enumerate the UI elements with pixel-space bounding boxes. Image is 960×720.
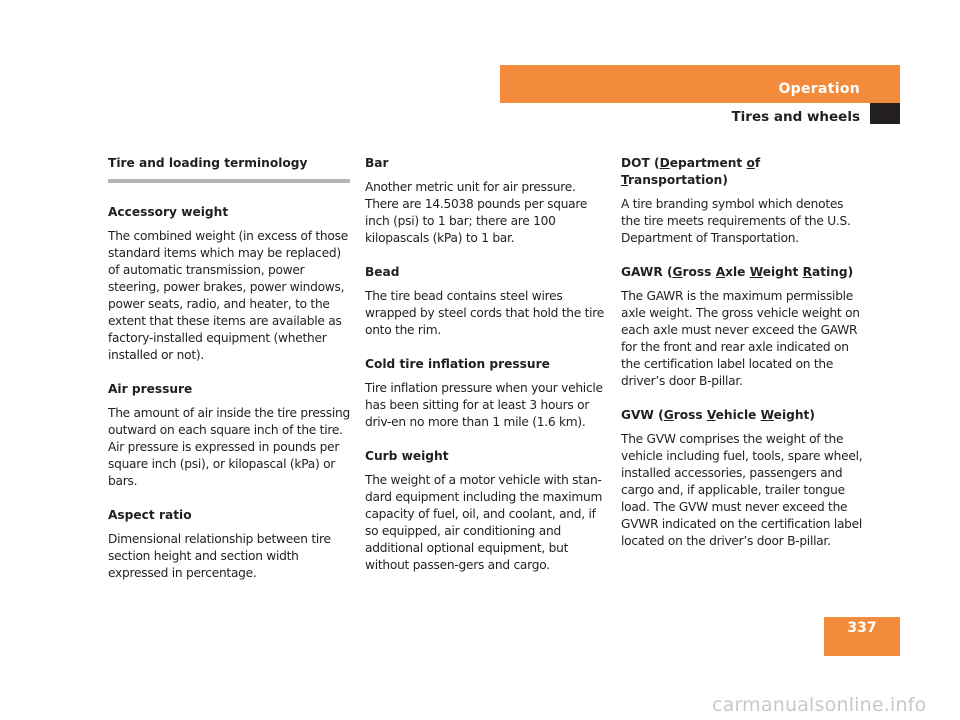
page-number: 337: [847, 620, 877, 636]
definition-gvw: The GVW comprises the weight of the vehicle including fuel, tools, spare wheel, installed accessories, passengers and cargo and, if applicable, trailer tongue load. The GVW must never exceed the GVWR indicated on the certification label located on the driver’s door B-pillar.: [621, 432, 863, 548]
definition-dot: A tire branding symbol which denotes the tire meets requirements of the U.S. Department of Transportation.: [621, 197, 851, 245]
term-bead: Bead: [365, 265, 400, 279]
definition-air-pressure: The amount of air inside the tire pressing outward on each square inch of the tire. Air pressure is expressed in pounds per square inch (psi), or kilopascal (kPa) or bars.: [108, 406, 350, 488]
term-aspect-ratio: Aspect ratio: [108, 508, 192, 522]
section-title: Tire and loading terminology: [108, 155, 350, 183]
term-bar: Bar: [365, 156, 389, 170]
definition-cold-tire-inflation-pressure: Tire inflation pressure when your vehicle has been sitting for at least 3 hours or driv-en no more than 1 mile (1.6 km).: [365, 381, 603, 429]
definition-curb-weight: The weight of a motor vehicle with stan-dard equipment including the maximum capacity of fuel, oil, and coolant, and, if so equipped, air conditioning and additional optional equipment, but without passen-gers and cargo.: [365, 473, 603, 572]
term-accessory-weight: Accessory weight: [108, 205, 229, 219]
column-2: [365, 155, 610, 591]
watermark: carmanualsonline.info: [712, 694, 927, 716]
definition-bead: The tire bead contains steel wires wrapped by steel cords that hold the tire onto the rim.: [365, 289, 604, 337]
definition-gawr: The GAWR is the maximum permissible axle weight. The gross vehicle weight on each axle must never exceed the GAWR for the front and rear axle indicated on the certification label located on the driver’s door B-pillar.: [621, 289, 860, 388]
term-air-pressure: Air pressure: [108, 382, 193, 396]
header-bar: [500, 65, 900, 103]
page-number-box: [824, 617, 900, 656]
term-curb-weight: Curb weight: [365, 449, 449, 463]
term-gawr: GAWR (Gross Axle Weight Rating): [621, 265, 854, 279]
header-marker: [870, 103, 900, 124]
header-section-title: Operation: [778, 81, 860, 97]
column-1: [108, 155, 350, 599]
definition-aspect-ratio: Dimensional relationship between tire section height and section width expressed in percentage.: [108, 532, 331, 580]
term-dot: DOT (Department of Transportation): [621, 156, 761, 187]
header-subsection-title: Tires and wheels: [731, 109, 860, 125]
column-3: [621, 155, 866, 567]
term-cold-tire-inflation-pressure: Cold tire inflation pressure: [365, 357, 550, 371]
definition-accessory-weight: The combined weight (in excess of those standard items which may be replaced) of automatic transmission, power steering, power brakes, power windows, power seats, radio, and heater, to the extent that these items are available as factory-installed equipment (whether installed or not).: [108, 229, 348, 362]
term-gvw: GVW (Gross Vehicle Weight): [621, 408, 815, 422]
definition-bar: Another metric unit for air pressure. There are 14.5038 pounds per square inch (psi) to 1 bar; there are 100 kilopascals (kPa) to 1 bar.: [365, 180, 588, 245]
